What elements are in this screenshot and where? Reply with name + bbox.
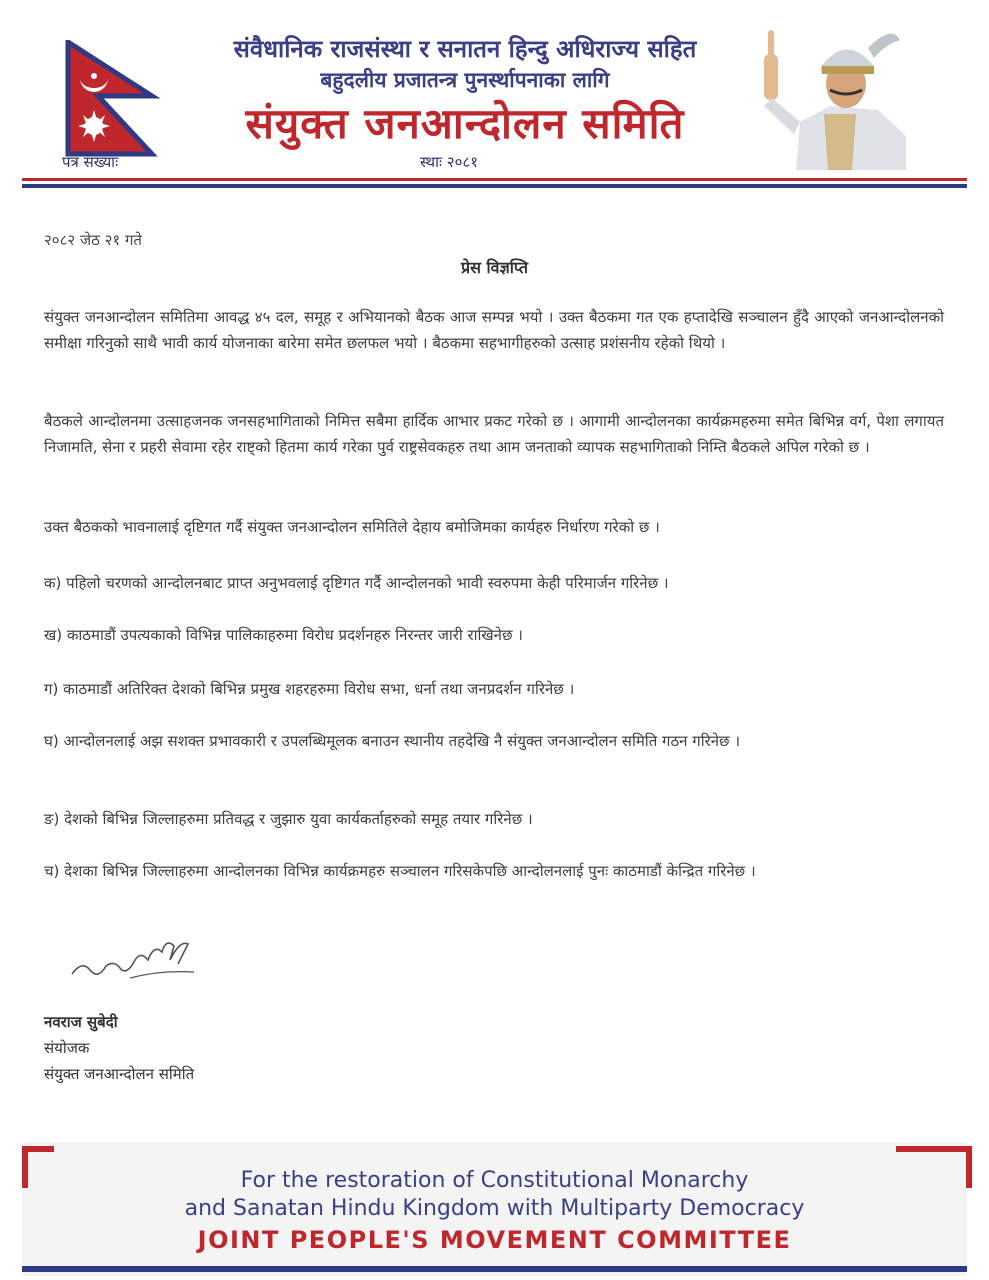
handwritten-signature: [70, 930, 200, 990]
king-portrait-illustration: [760, 18, 910, 170]
list-item-cha: च) देशका बिभिन्न जिल्लाहरुमा आन्दोलनका विभिन्न कार्यक्रमहरु सञ्चालन गरिसकेपछि आन्दोलनलाई पुनः काठमाडौं केन्द्रित गरिनेछ ।: [44, 862, 756, 880]
header-subtitle-line2: बहुदलीय प्रजातन्त्र पुनर्स्थापनाका लागि: [320, 68, 610, 92]
footer-english-line2: and Sanatan Hindu Kingdom with Multiparty Democracy: [184, 1196, 805, 1221]
list-item-gha: घ) आन्दोलनलाई अझ सशक्त प्रभावकारी र उपलब्धिमूलक बनाउन स्थानीय तहदेखि नै संयुक्त जनआन्दोलन समिति गठन गरिनेछ ।: [44, 732, 741, 750]
paragraph-3: उक्त बैठकको भावनालाई दृष्टिगत गर्दै संयुक्त जनआन्दोलन समितिले देहाय बमोजिमका कार्यहरु निर्धारण गरेको छ ।: [44, 518, 660, 536]
footer-english-line1: For the restoration of Constitutional Monarchy: [240, 1168, 749, 1193]
header-divider-red: [22, 178, 967, 181]
signatory-name: नवराज सुबेदी: [44, 1013, 118, 1031]
footer-divider-blue: [22, 1266, 967, 1272]
list-item-ka: क) पहिलो चरणको आन्दोलनबाट प्राप्त अनुभवलाई दृष्टिगत गर्दै आन्दोलनको भावी स्वरुपमा केही परिमार्जन गरिनेछ ।: [44, 574, 669, 592]
press-release-title: प्रेस विज्ञप्ति: [461, 258, 528, 277]
organization-title: संयुक्त जनआन्दोलन समिति: [245, 99, 685, 148]
paragraph-2: बैठकले आन्दोलनमा उत्साहजनक जनसहभागिताको निमित्त सबैमा हार्दिक आभार प्रकट गरेको छ । आगामी आन्दोलनका कार्यक्रमहरुमा समेत बिभिन्न वर्ग, पेशा लगायत निजामति, सेना र प्रहरी सेवामा रहेर राष्ट्को हितमा कार्य गरेका पुर्व राष्ट्रसेवकहरु तथा आम जनताको व्यापक सहभागिताको निम्ति बैठकले अपिल गरेको छ ।: [44, 412, 944, 456]
letter-number-label: पत्र संख्याः: [62, 153, 119, 171]
list-item-nga: ङ) देशको बिभिन्न जिल्लाहरुमा प्रतिवद्ध र जुझारु युवा कार्यकर्ताहरुको समूह तयार गरिनेछ ।: [44, 810, 533, 828]
header-divider-blue: [22, 184, 967, 188]
established-year: स्थाः २०८१: [420, 153, 479, 171]
paragraph-1: संयुक्त जनआन्दोलन समितिमा आवद्ध ४५ दल, समूह र अभियानको बैठक आज सम्पन्न भयो । उक्त बैठकमा गत एक हप्तादेखि सञ्चालन हुँदै आएको जनआन्दोलनको समीक्षा गरिनुको साथै भावी कार्य योजनाका बारेमा समेत छलफल भयो । बैठकमा सहभागीहरुको उत्साह प्रशंसनीय रहेको थियो ।: [44, 308, 944, 352]
header-subtitle-line1: संवैधानिक राजसंस्था र सनातन हिन्दु अधिराज्य सहित: [233, 35, 697, 63]
signatory-organization: संयुक्त जनआन्दोलन समिति: [44, 1065, 195, 1083]
footer-organization-title: JOINT PEOPLE'S MOVEMENT COMMITTEE: [197, 1226, 792, 1254]
list-item-kha: ख) काठमाडौं उपत्यकाको विभिन्न पालिकाहरुमा विरोध प्रदर्शनहरु निरन्तर जारी राखिनेछ ।: [44, 626, 523, 644]
letter-date: २०८२ जेठ २१ गते: [44, 231, 142, 249]
nepal-flag-logo: [64, 40, 160, 158]
signatory-role: संयोजक: [44, 1039, 90, 1057]
list-item-ga: ग) काठमाडौं अतिरिक्त देशको बिभिन्न प्रमुख शहरहरुमा विरोध सभा, धर्ना तथा जनप्रदर्शन गरिनेछ ।: [44, 680, 575, 698]
